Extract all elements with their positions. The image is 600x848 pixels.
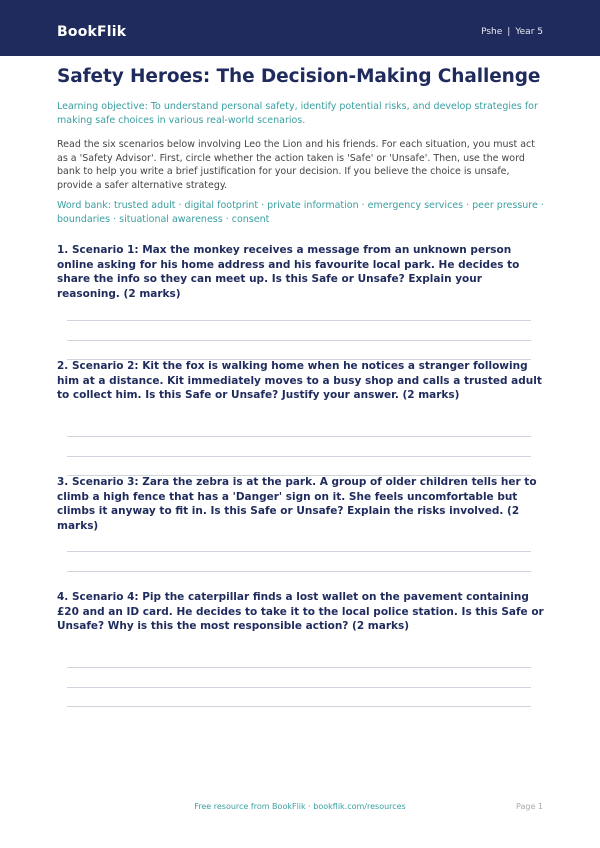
question-2: 2. Scenario 2: Kit the fox is walking home when he notices a stranger following him at a distance. Kit immediately moves to a busy shop and calls a trusted adult to collect him. Is this Safe or Unsafe? Justify your answer. (2 marks) bbox=[57, 360, 542, 401]
header-bar bbox=[0, 0, 600, 56]
question-4: 4. Scenario 4: Pip the caterpillar finds a lost wallet on the pavement containing £20 and an ID card. He decides to take it to the local police station. Is this Safe or Unsafe? Why is this the most responsible action? (2 marks) bbox=[57, 591, 544, 632]
brand-logo-text: BookFlik bbox=[57, 24, 127, 40]
answer-line[interactable] bbox=[67, 340, 531, 341]
subject-year-label bbox=[481, 27, 543, 37]
year-label: Year 5 bbox=[515, 27, 543, 37]
word-bank: Word bank: trusted adult · digital footprint · private information · emergency services · peer pressure · boundaries · situational awareness · consent bbox=[57, 200, 544, 225]
answer-line[interactable] bbox=[67, 456, 531, 457]
answer-line[interactable] bbox=[67, 436, 531, 437]
answer-line[interactable] bbox=[67, 706, 531, 707]
answer-line[interactable] bbox=[67, 687, 531, 688]
answer-line[interactable] bbox=[67, 320, 531, 321]
meta-separator: | bbox=[507, 27, 511, 37]
answer-line[interactable] bbox=[67, 667, 531, 668]
learning-objective: Learning objective: To understand personal safety, identify potential risks, and develop strategies for making safe choices in various real-world scenarios. bbox=[57, 101, 538, 126]
page-number: Page 1 bbox=[516, 802, 543, 811]
instructions-text: Read the six scenarios below involving Leo the Lion and his friends. For each situation, you must act as a 'Safety Advisor'. First, circle whether the action taken is 'Safe' or 'Unsafe'. Then, use the word bank to help you write a brief justification for your decision. If you believe the choice is unsafe, provide a safer alternative strategy. bbox=[57, 139, 535, 191]
worksheet-title: Safety Heroes: The Decision-Making Challenge bbox=[57, 66, 541, 87]
answer-line[interactable] bbox=[67, 571, 531, 572]
footer-link[interactable]: Free resource from BookFlik · bookflik.com/resources bbox=[194, 802, 406, 811]
subject-label: Pshe bbox=[481, 27, 503, 37]
question-3: 3. Scenario 3: Zara the zebra is at the park. A group of older children tells her to climb a high fence that has a 'Danger' sign on it. She feels uncomfortable but climbs it anyway to fit in. Is this Safe or Unsafe? Explain the risks involved. (2 marks) bbox=[57, 476, 537, 532]
answer-line[interactable] bbox=[67, 551, 531, 552]
question-1: 1. Scenario 1: Max the monkey receives a message from an unknown person online asking for his home address and his favourite local park. He decides to share the info so they can meet up. Is this Safe or Unsafe? Explain your reasoning. (2 marks) bbox=[57, 244, 520, 300]
